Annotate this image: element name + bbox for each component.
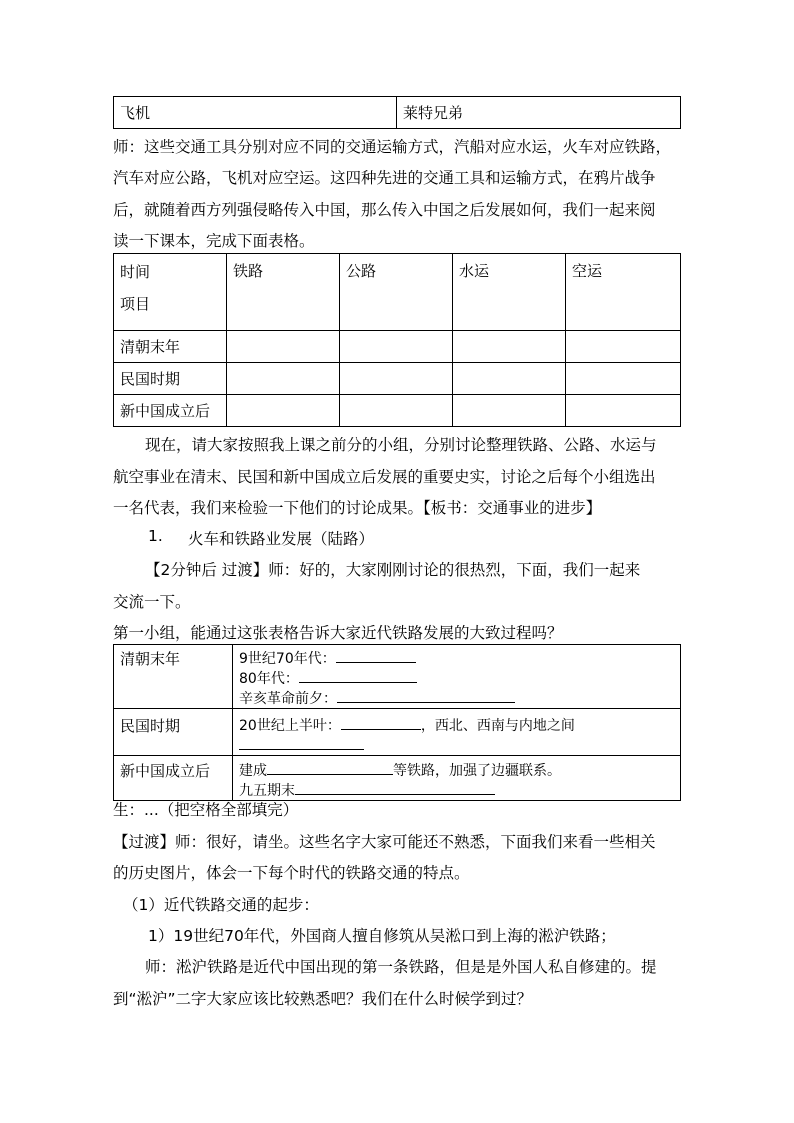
para4-line-1: 【过渡】师：很好，请坐。这些名字大家可能还不熟悉，下面我们来看一些相关	[113, 833, 656, 851]
col-air: 空运	[566, 254, 681, 331]
header-time: 时间	[120, 263, 151, 281]
para4-line-2: 的历史图片，体会一下每个时代的铁路交通的特点。	[113, 864, 470, 882]
t3-row2-a: 20世纪上半叶：	[239, 718, 341, 734]
blank-1[interactable]	[336, 648, 416, 663]
blank-2[interactable]	[299, 668, 417, 683]
header-time-item	[114, 254, 227, 331]
t3-row3-label: 新中国成立后	[114, 756, 233, 801]
t3-row2-label: 民国时期	[114, 709, 233, 756]
student-answer: 生：...（把空格全部填完）	[113, 801, 299, 819]
railway-table	[113, 644, 681, 801]
para2-line-1: 现在，请大家按照我上课之前分的小组，分别讨论整理铁路、公路、水运与	[145, 436, 657, 454]
heading-1-number: 1.	[148, 527, 163, 545]
para5-line-1: 师：淞沪铁路是近代中国出现的第一条铁路，但是是外国人私自修建的。提	[145, 958, 657, 976]
question: 第一小组，能通过这张表格告诉大家近代铁路发展的大致过程吗？	[113, 624, 563, 642]
t3-row2-b: ，西北、西南与内地之间	[420, 718, 575, 734]
t3-row1-content	[233, 645, 681, 709]
para3-line-1: 【2分钟后 过渡】师：好的，大家刚刚讨论的很热烈，下面，我们一起来	[145, 561, 641, 579]
sub-item-1: 1）19世纪70年代，外国商人擅自修筑从吴淞口到上海的淞沪铁路；	[148, 927, 616, 945]
t3-row3-content	[233, 756, 681, 801]
top-table	[113, 96, 681, 129]
t3-row2-content	[233, 709, 681, 756]
row-minguo: 民国时期	[114, 363, 227, 395]
t3-row3-c: 九五期末	[239, 783, 295, 799]
para2-line-2: 航空事业在清末、民国和新中国成立后发展的重要史实，讨论之后每个小组选出	[113, 468, 656, 486]
blank-5[interactable]	[239, 735, 364, 750]
para5-line-2: 到“淞沪”二字大家应该比较熟悉吧？我们在什么时候学到过？	[113, 990, 533, 1008]
para1-line-2: 汽车对应公路，飞机对应空运。这四种先进的交通工具和运输方式，在鸦片战争	[113, 169, 656, 187]
col-water: 水运	[453, 254, 566, 331]
para1-line-4: 读一下课本，完成下面表格。	[113, 232, 315, 250]
para2-line-3: 一名代表，我们来检验一下他们的讨论成果。【板书：交通事业的进步】	[113, 499, 602, 517]
heading-1: 火车和铁路业发展（陆路）	[188, 530, 375, 548]
t3-line-2: 80年代：	[239, 671, 299, 687]
transport-table	[113, 253, 681, 427]
t3-row3-a: 建成	[239, 763, 267, 779]
sub-heading-1: （1）近代铁路交通的起步：	[123, 896, 319, 914]
para1-line-3: 后，就随着西方列强侵略传入中国，那么传入中国之后发展如何，我们一起来阅	[113, 201, 656, 219]
blank-6[interactable]	[267, 760, 393, 775]
t3-row1-label: 清朝末年	[114, 645, 233, 709]
blank-4[interactable]	[341, 715, 421, 730]
top-table-left: 飞机	[114, 97, 397, 129]
para3-line-2: 交流一下。	[113, 593, 191, 611]
col-railway: 铁路	[227, 254, 340, 331]
t3-line-1: 9世纪70年代：	[239, 651, 336, 667]
row-qing: 清朝末年	[114, 331, 227, 363]
top-table-right: 莱特兄弟	[397, 97, 681, 129]
para1-line-1: 师：这些交通工具分别对应不同的交通运输方式，汽船对应水运，火车对应铁路，	[113, 138, 672, 156]
t3-row3-b: 等铁路，加强了边疆联系。	[393, 763, 561, 779]
blank-7[interactable]	[295, 780, 495, 795]
t3-line-3: 辛亥革命前夕：	[239, 691, 337, 707]
blank-3[interactable]	[337, 688, 515, 703]
col-highway: 公路	[340, 254, 453, 331]
header-item: 项目	[120, 295, 151, 313]
row-new-china: 新中国成立后	[114, 395, 227, 427]
